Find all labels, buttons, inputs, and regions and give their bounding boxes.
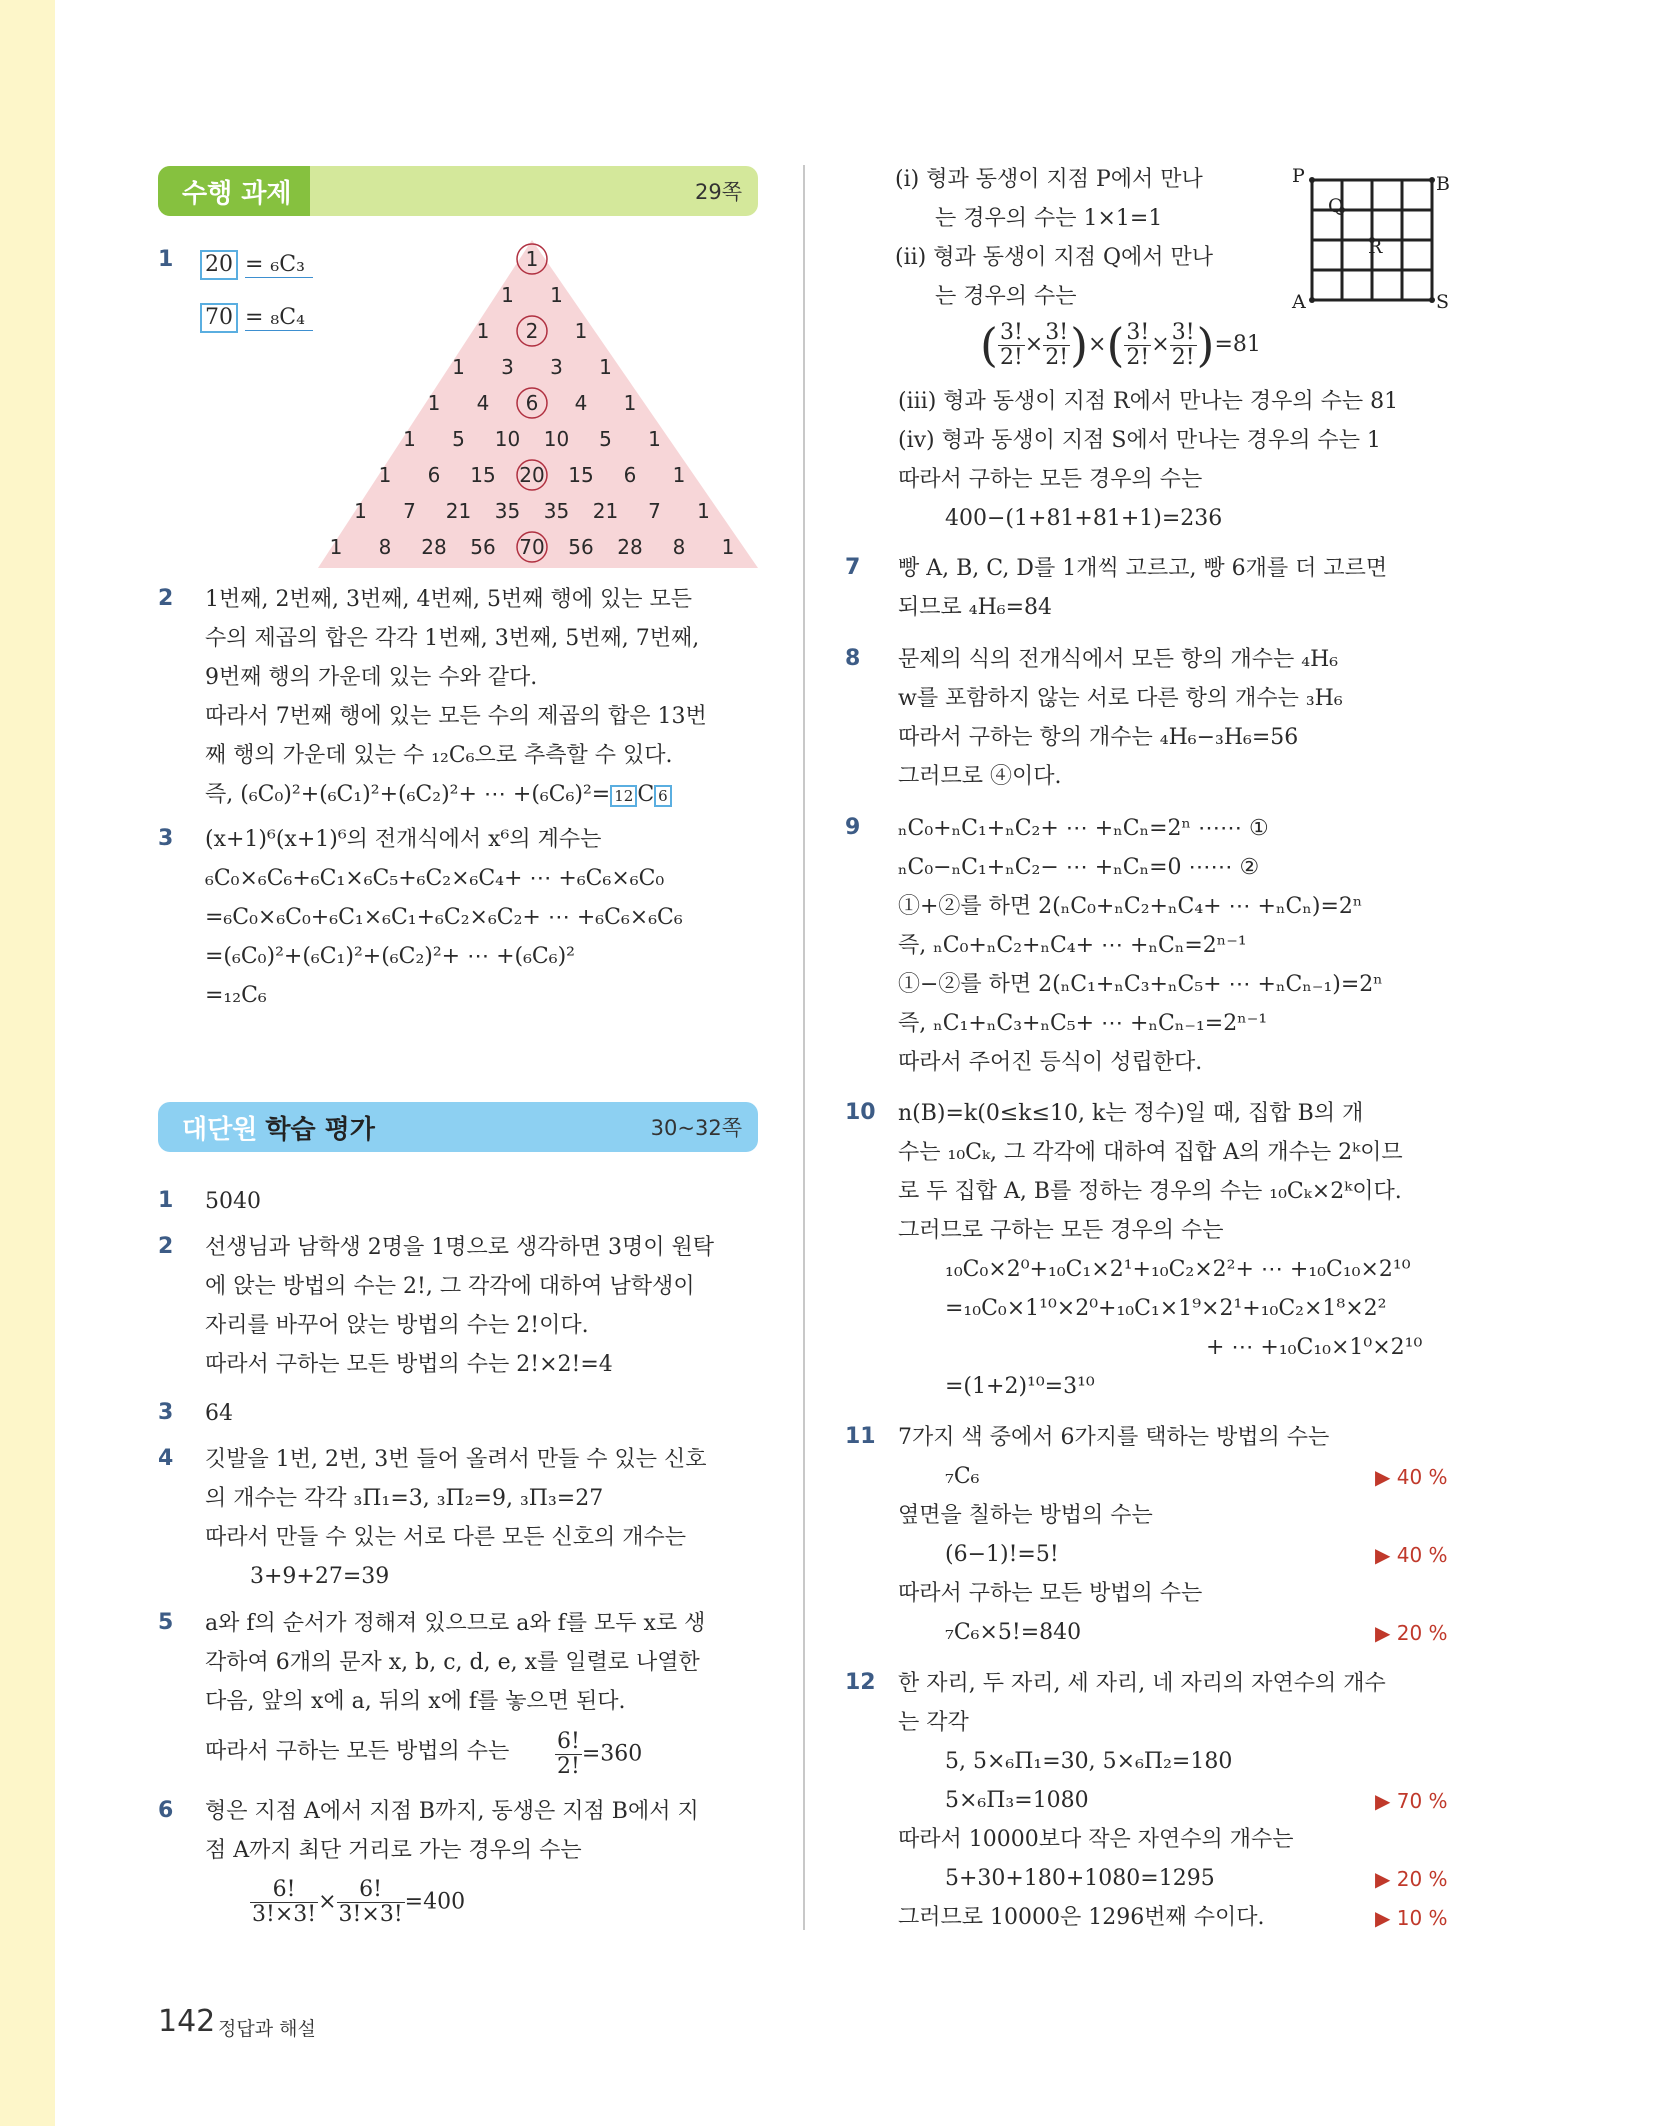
pascal-cell: 10 — [494, 427, 521, 451]
text-line: (ⅲ) 형과 동생이 지점 R에서 만나는 경우의 수는 81 — [898, 389, 1399, 414]
score-percent: ▶ 40 % — [1375, 1465, 1448, 1489]
problem-number: 7 — [845, 555, 861, 580]
pascal-cell: 3 — [550, 355, 563, 379]
section-page: 29쪽 — [694, 180, 742, 204]
pascal-cell: 1 — [378, 463, 392, 487]
section-title-a: 대단원 — [182, 1114, 258, 1145]
score-percent: ▶ 20 % — [1375, 1621, 1448, 1645]
score-percent: ▶ 20 % — [1375, 1867, 1448, 1891]
text-line: 따라서 구하는 모든 경우의 수는 — [898, 467, 1203, 492]
pascal-cell: 6 — [525, 391, 539, 415]
problem-number: 3 — [158, 826, 174, 851]
text-line: (ⅳ) 형과 동생이 지점 S에서 만나는 경우의 수는 1 — [898, 428, 1381, 453]
text-line: 옆면을 칠하는 방법의 수는 — [898, 1503, 1153, 1528]
text-line: (6−1)!=5! — [945, 1542, 1059, 1567]
text-line: (x+1)⁶(x+1)⁶의 전개식에서 x⁶의 계수는 — [205, 827, 602, 852]
pascal-cell: 4 — [574, 391, 588, 415]
fraction-expression — [555, 1730, 642, 1779]
text-line: 되므로 ₄H₆=84 — [898, 595, 1053, 620]
pascal-cell: 21 — [592, 499, 619, 523]
answer-text: C — [637, 782, 655, 807]
text-line: =₆C₀×₆C₀+₆C₁×₆C₁+₆C₂×₆C₂+ ⋯ +₆C₆×₆C₆ — [205, 905, 683, 930]
label-Q: Q — [1328, 195, 1344, 217]
pascal-cell: 2 — [525, 319, 539, 343]
pascal-cell: 1 — [574, 319, 588, 343]
problem-number: 6 — [158, 1798, 174, 1823]
text-line: 즉, ₙC₁+ₙC₃+ₙC₅+ ⋯ +ₙCₙ₋₁=2ⁿ⁻¹ — [898, 1011, 1268, 1036]
pascal-cell: 28 — [617, 535, 643, 559]
text-line: ₙC₀−ₙC₁+ₙC₂− ⋯ +ₙCₙ=0 ⋯⋯ ② — [898, 855, 1260, 880]
fraction: $\frac{6!}{3!\times 3!}$ — [338, 1877, 403, 1927]
problem-number: 12 — [845, 1670, 876, 1695]
text-line: 형은 지점 A에서 지점 B까지, 동생은 지점 B에서 지 — [205, 1799, 699, 1824]
text-line: 선생님과 남학생 2명을 1명으로 생각하면 3명이 원탁 — [205, 1235, 714, 1260]
text-line: 점 A까지 최단 거리로 가는 경우의 수는 — [205, 1838, 582, 1863]
pascal-cell: 1 — [599, 355, 612, 379]
answer-text: = ₈C₄ — [245, 305, 313, 331]
text-line: 그러므로 10000은 1296번째 수이다. — [898, 1905, 1265, 1930]
label-S: S — [1436, 291, 1450, 310]
section-header-evaluation — [158, 1102, 758, 1152]
pascal-cell: 1 — [403, 427, 416, 451]
text-line: 5+30+180+1080=1295 — [945, 1866, 1215, 1891]
pascal-cell: 1 — [550, 283, 563, 307]
pascal-cell: 35 — [543, 499, 570, 523]
pascal-cell: 8 — [672, 535, 686, 559]
text-line: 깃발을 1번, 2번, 3번 들어 올려서 만들 수 있는 신호 — [205, 1447, 707, 1472]
text-line: 따라서 구하는 모든 방법의 수는 — [898, 1581, 1203, 1606]
problem-number: 3 — [158, 1400, 174, 1425]
pascal-cell: 5 — [599, 427, 612, 451]
fraction-expression: $\frac{6!}{3!\times 3!}$ × $\frac{6!}{3!\times 3!}$ =400 — [252, 1877, 466, 1927]
text-line: 따라서 구하는 모든 방법의 수는 — [205, 1739, 510, 1764]
score-percent: ▶ 10 % — [1375, 1906, 1448, 1930]
text-line: =(₆C₀)²+(₆C₁)²+(₆C₂)²+ ⋯ +(₆C₆)² — [205, 944, 575, 969]
text-line: 빵 A, B, C, D를 1개씩 고르고, 빵 6개를 더 고르면 — [898, 556, 1388, 581]
problem-number: 9 — [845, 815, 861, 840]
label-B: B — [1436, 173, 1450, 195]
text-line: 수의 제곱의 합은 각각 1번째, 3번째, 5번째, 7번째, — [205, 626, 700, 651]
text-line: 는 경우의 수는 1×1=1 — [935, 206, 1163, 231]
answer-box: 6 — [654, 785, 672, 807]
page-number: 142 — [158, 2004, 216, 2039]
text-line: 따라서 주어진 등식이 성립한다. — [898, 1050, 1203, 1075]
text-line: 따라서 10000보다 작은 자연수의 개수는 — [898, 1827, 1294, 1852]
text-line: 에 앉는 방법의 수는 2!, 그 각각에 대하여 남학생이 — [205, 1274, 695, 1299]
text-line: (ⅱ) 형과 동생이 지점 Q에서 만나 — [895, 245, 1214, 270]
text-line: 그러므로 ④이다. — [898, 764, 1062, 789]
pascal-cell: 6 — [427, 463, 441, 487]
pascal-cell: 4 — [476, 391, 490, 415]
section-title-b: 학습 평가 — [265, 1114, 375, 1145]
text-line: 5×₆Π₃=1080 — [945, 1788, 1089, 1813]
answer-box: 20 — [200, 250, 238, 280]
pascal-cell: 56 — [470, 535, 496, 559]
text-line: 수는 ₁₀Cₖ, 그 각각에 대하여 집합 A의 개수는 2ᵏ이므 — [898, 1140, 1403, 1165]
text-line: 따라서 구하는 모든 방법의 수는 2!×2!=4 — [205, 1352, 613, 1377]
label-A: A — [1292, 291, 1306, 310]
pascal-cell: 1 — [329, 535, 343, 559]
answer-text: 5040 — [205, 1189, 261, 1214]
problem-number: 5 — [158, 1610, 174, 1635]
text-line: =(1+2)¹⁰=3¹⁰ — [945, 1374, 1095, 1399]
text-line: 따라서 만들 수 있는 서로 다른 모든 신호의 개수는 — [205, 1525, 686, 1550]
problem-number: 2 — [158, 1234, 174, 1259]
pascal-cell: 5 — [452, 427, 465, 451]
text-line: 자리를 바꾸어 앉는 방법의 수는 2!이다. — [205, 1313, 589, 1338]
text-line: ₙC₀+ₙC₁+ₙC₂+ ⋯ +ₙCₙ=2ⁿ ⋯⋯ ① — [898, 816, 1269, 841]
problem-number: 1 — [158, 247, 174, 272]
text-line: 문제의 식의 전개식에서 모든 항의 개수는 ₄H₆ — [898, 647, 1339, 672]
text-line: a와 f의 순서가 정해져 있으므로 a와 f를 모두 x로 생 — [205, 1611, 706, 1636]
text-line: 1번째, 2번째, 3번째, 4번째, 5번째 행에 있는 모든 — [205, 587, 692, 612]
section-title: 수행 과제 — [182, 178, 292, 209]
text-line: n(B)=k(0≤k≤10, k는 정수)일 때, 집합 B의 개 — [898, 1101, 1364, 1126]
text-line: ₇C₆×5!=840 — [945, 1620, 1082, 1645]
text-line: =₁₂C₆ — [205, 983, 267, 1008]
text-line: ₁₀C₀×2⁰+₁₀C₁×2¹+₁₀C₂×2²+ ⋯ +₁₀C₁₀×2¹⁰ — [945, 1257, 1411, 1282]
score-percent: ▶ 40 % — [1375, 1543, 1448, 1567]
text-line: 그러므로 구하는 모든 경우의 수는 — [898, 1218, 1224, 1243]
pascal-cell: 1 — [697, 499, 710, 523]
text-line: 로 두 집합 A, B를 정하는 경우의 수는 ₁₀Cₖ×2ᵏ이다. — [898, 1179, 1402, 1204]
text-line: 는 경우의 수는 — [935, 284, 1077, 309]
pascal-cell: 1 — [525, 247, 539, 271]
answer-text: 64 — [205, 1401, 233, 1426]
fraction: $\frac{6!}{3!\times 3!}$ — [252, 1877, 317, 1927]
pascal-cell: 1 — [427, 391, 441, 415]
pascal-cell: 15 — [470, 463, 496, 487]
pascal-cell: 10 — [543, 427, 570, 451]
pascal-cell: 6 — [623, 463, 637, 487]
pascal-cell: 8 — [378, 535, 392, 559]
text-line: 따라서 구하는 항의 개수는 ₄H₆−₃H₆=56 — [898, 725, 1299, 750]
pascal-cell: 7 — [648, 499, 661, 523]
fraction: $\frac{6!}{2!}$ — [557, 1729, 580, 1779]
text-line: (ⅰ) 형과 동생이 지점 P에서 만나 — [895, 167, 1203, 192]
pascal-cell: 1 — [476, 319, 490, 343]
problem-number: 4 — [158, 1446, 174, 1471]
pascal-cell: 1 — [648, 427, 661, 451]
pascal-cell: 70 — [519, 535, 545, 559]
text-line: ①+②를 하면 2(ₙC₀+ₙC₂+ₙC₄+ ⋯ +ₙCₙ)=2ⁿ — [898, 894, 1363, 919]
text-line: 400−(1+81+81+1)=236 — [945, 506, 1223, 531]
problem-number: 10 — [845, 1100, 876, 1125]
pascal-cell: 1 — [354, 499, 367, 523]
pascal-cell: 20 — [519, 463, 545, 487]
answer-box: 70 — [200, 303, 238, 333]
footer-label: 정답과 해설 — [218, 2018, 316, 2040]
problem-number: 1 — [158, 1188, 174, 1213]
pascal-cell: 35 — [494, 499, 521, 523]
text-line: w를 포함하지 않는 서로 다른 항의 개수는 ₃H₆ — [898, 686, 1343, 711]
pascal-cell: 21 — [445, 499, 472, 523]
answer-text: = ₆C₃ — [245, 252, 313, 278]
text-line: 따라서 7번째 행에 있는 모든 수의 제곱의 합은 13번 — [205, 704, 707, 729]
pascal-cell: 3 — [501, 355, 514, 379]
answer-box: 12 — [610, 785, 637, 807]
pascal-cell: 1 — [672, 463, 686, 487]
problem-number: 2 — [158, 586, 174, 611]
text-line: 의 개수는 각각 ₃Π₁=3, ₃Π₂=9, ₃Π₃=27 — [205, 1486, 604, 1511]
result: =360 — [581, 1741, 643, 1767]
label-R: R — [1368, 236, 1383, 258]
answer-line-last — [205, 781, 672, 809]
text-line: 즉, ₙC₀+ₙC₂+ₙC₄+ ⋯ +ₙCₙ=2ⁿ⁻¹ — [898, 933, 1247, 958]
text-line: 한 자리, 두 자리, 세 자리, 네 자리의 자연수의 개수 — [898, 1671, 1386, 1696]
text-line: 다음, 앞의 x에 a, 뒤의 x에 f를 놓으면 된다. — [205, 1689, 626, 1714]
text-line: =₁₀C₀×1¹⁰×2⁰+₁₀C₁×1⁹×2¹+₁₀C₂×1⁸×2² — [945, 1296, 1387, 1321]
pascal-cell: 1 — [721, 535, 735, 559]
pascal-cell: 1 — [501, 283, 514, 307]
text-line: ①−②를 하면 2(ₙC₁+ₙC₃+ₙC₅+ ⋯ +ₙCₙ₋₁)=2ⁿ — [898, 972, 1383, 997]
text-line: ₇C₆ — [945, 1464, 980, 1489]
fraction-expression: ( $\frac{3!}{2!}$ × $\frac{3!}{2!}$ )×( $\frac{3!}{2!}$ × $\frac{3!}{2!}$ )=81 — [980, 318, 1261, 372]
pascal-cell: 28 — [421, 535, 447, 559]
answer-text: 즉, (₆C₀)²+(₆C₁)²+(₆C₂)²+ ⋯ +(₆C₆)²= — [205, 782, 611, 807]
text-line: 는 각각 — [898, 1710, 969, 1735]
score-percent: ▶ 70 % — [1375, 1789, 1448, 1813]
text-line: 3+9+27=39 — [250, 1564, 390, 1589]
pascal-cell: 15 — [568, 463, 594, 487]
text-line: 5, 5×₆Π₁=30, 5×₆Π₂=180 — [945, 1749, 1233, 1774]
text-line: 7가지 색 중에서 6가지를 택하는 방법의 수는 — [898, 1425, 1330, 1450]
pascal-cell: 1 — [623, 391, 637, 415]
problem-number: 8 — [845, 646, 861, 671]
pascal-cell: 56 — [568, 535, 594, 559]
label-P: P — [1292, 165, 1305, 187]
pascal-cell: 1 — [452, 355, 465, 379]
pascal-cell: 7 — [403, 499, 416, 523]
text-line: + ⋯ +₁₀C₁₀×1⁰×2¹⁰ — [1206, 1335, 1423, 1360]
text-line: 9번째 행의 가운데 있는 수와 같다. — [205, 665, 538, 690]
section-page: 30~32쪽 — [650, 1116, 742, 1140]
text-line: 째 행의 가운데 있는 수 ₁₂C₆으로 추측할 수 있다. — [205, 743, 673, 768]
text-line: ₆C₀×₆C₆+₆C₁×₆C₅+₆C₂×₆C₄+ ⋯ +₆C₆×₆C₀ — [205, 866, 665, 891]
grid-diagram — [1280, 160, 1460, 310]
text-line: 각하여 6개의 문자 x, b, c, d, e, x를 일렬로 나열한 — [205, 1650, 700, 1675]
problem-number: 11 — [845, 1424, 876, 1449]
